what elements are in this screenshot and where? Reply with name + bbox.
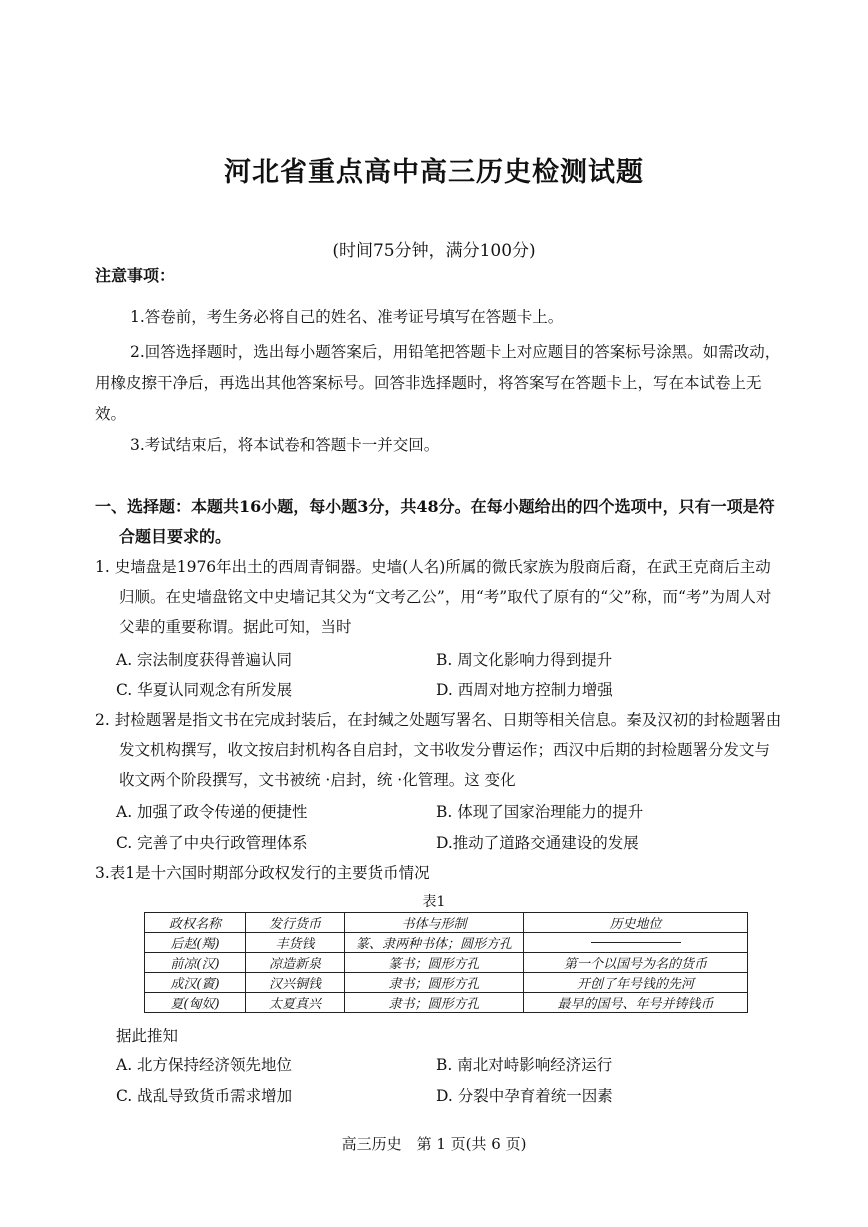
table-caption: 表1 <box>422 894 446 910</box>
table-cell: 前凉(汉) <box>145 953 246 973</box>
q1-option-c[interactable]: C. 华夏认同观念有所发展 <box>116 681 293 699</box>
q2-option-c[interactable]: C. 完善了中央行政管理体系 <box>116 834 308 852</box>
table-header: 发行货币 <box>246 913 345 933</box>
q2-option-a[interactable]: A. 加强了政令传递的便捷性 <box>116 803 308 821</box>
page-title: 河北省重点高中高三历史检测试题 <box>224 157 644 188</box>
q3-option-c[interactable]: C. 战乱导致货币需求增加 <box>116 1087 293 1105</box>
question-3-stem: 3.表1是十六国时期部分政权发行的主要货币情况 <box>95 864 430 882</box>
table-cell: 汉兴铜钱 <box>246 973 345 993</box>
q3-option-b[interactable]: B. 南北对峙影响经济运行 <box>436 1056 613 1074</box>
dash-mark <box>591 942 681 943</box>
table-cell: 最早的国号、年号并铸钱币 <box>524 993 748 1013</box>
q3-option-a[interactable]: A. 北方保持经济领先地位 <box>116 1056 293 1074</box>
table-header-row <box>145 913 748 933</box>
table-cell: 后赵(羯) <box>145 933 246 953</box>
table-cell: 第一个以国号为名的货币 <box>524 953 748 973</box>
exam-time-info: (时间75分钟，满分100分) <box>332 241 536 261</box>
table-header: 书体与形制 <box>345 913 524 933</box>
table-cell: 开创了年号钱的先河 <box>524 973 748 993</box>
table-cell: 夏(匈奴) <box>145 993 246 1013</box>
table-header: 历史地位 <box>524 913 748 933</box>
table-cell: 篆、隶两种书体；圆形方孔 <box>345 933 524 953</box>
table-cell: 丰货钱 <box>246 933 345 953</box>
page-footer: 高三历史 第 1 页(共 6 页) <box>341 1135 527 1153</box>
question-3-prompt: 据此推知 <box>116 1027 179 1045</box>
notice-heading: 注意事项： <box>95 266 176 285</box>
q2-option-b[interactable]: B. 体现了国家治理能力的提升 <box>436 803 644 821</box>
table-cell: 太夏真兴 <box>246 993 345 1013</box>
q2-option-d[interactable]: D.推动了道路交通建设的发展 <box>436 834 639 852</box>
table-row <box>145 953 748 973</box>
table-cell: 凉造新泉 <box>246 953 345 973</box>
q3-option-d[interactable]: D. 分裂中孕育着统一因素 <box>436 1087 613 1105</box>
table-header: 政权名称 <box>145 913 246 933</box>
table-cell: 隶书；圆形方孔 <box>345 973 524 993</box>
table-cell-empty <box>524 933 748 953</box>
table-cell: 成汉(賨) <box>145 973 246 993</box>
currency-table <box>144 912 748 1013</box>
table-cell: 隶书；圆形方孔 <box>345 993 524 1013</box>
table-cell: 篆书；圆形方孔 <box>345 953 524 973</box>
q1-option-a[interactable]: A. 宗法制度获得普遍认同 <box>116 651 293 669</box>
notice-item-3: 3.考试结束后，将本试卷和答题卡一并交回。 <box>130 436 440 454</box>
notice-item-2: 2.回答选择题时，选出每小题答案后，用铅笔把答题卡上对应题目的答案标号涂黑。如需改动，用橡皮擦干净后，再选出其他答案标号。回答非选择题时，将答案写在答题卡上，写在本试卷上无效。 <box>95 343 781 423</box>
notice-item-1: 1.答卷前，考生务必将自己的姓名、准考证号填写在答题卡上。 <box>130 308 564 326</box>
q1-option-d[interactable]: D. 西周对地方控制力增强 <box>436 681 613 699</box>
section-heading: 一、选择题：本题共16小题，每小题3分，共48分。在每小题给出的四个选项中，只有一项是符合题目要求的。 <box>95 497 775 546</box>
question-1-stem: 1. 史墙盘是1976年出土的西周青铜器。史墙(人名)所属的微氏家族为殷商后裔，在武王克商后主动归顺。在史墙盘铭文中史墙记其父为“文考乙公”，用“考”取代了原有的“父”称，而“考”为周人对父辈的重要称谓。据此可知，当时 <box>95 558 772 636</box>
q1-option-b[interactable]: B. 周文化影响力得到提升 <box>436 651 613 669</box>
table-row <box>145 933 748 953</box>
question-2-stem: 2. 封检题署是指文书在完成封装后，在封缄之处题写署名、日期等相关信息。秦及汉初的封检题署由发文机构撰写，收文按启封机构各自启封，文书收发分曹运作；西汉中后期的封检题署分发文与收文两个阶段撰写，文书被统 ·启封，统 ·化管理。这 变化 <box>95 711 782 789</box>
table-row <box>145 993 748 1013</box>
table-row <box>145 973 748 993</box>
